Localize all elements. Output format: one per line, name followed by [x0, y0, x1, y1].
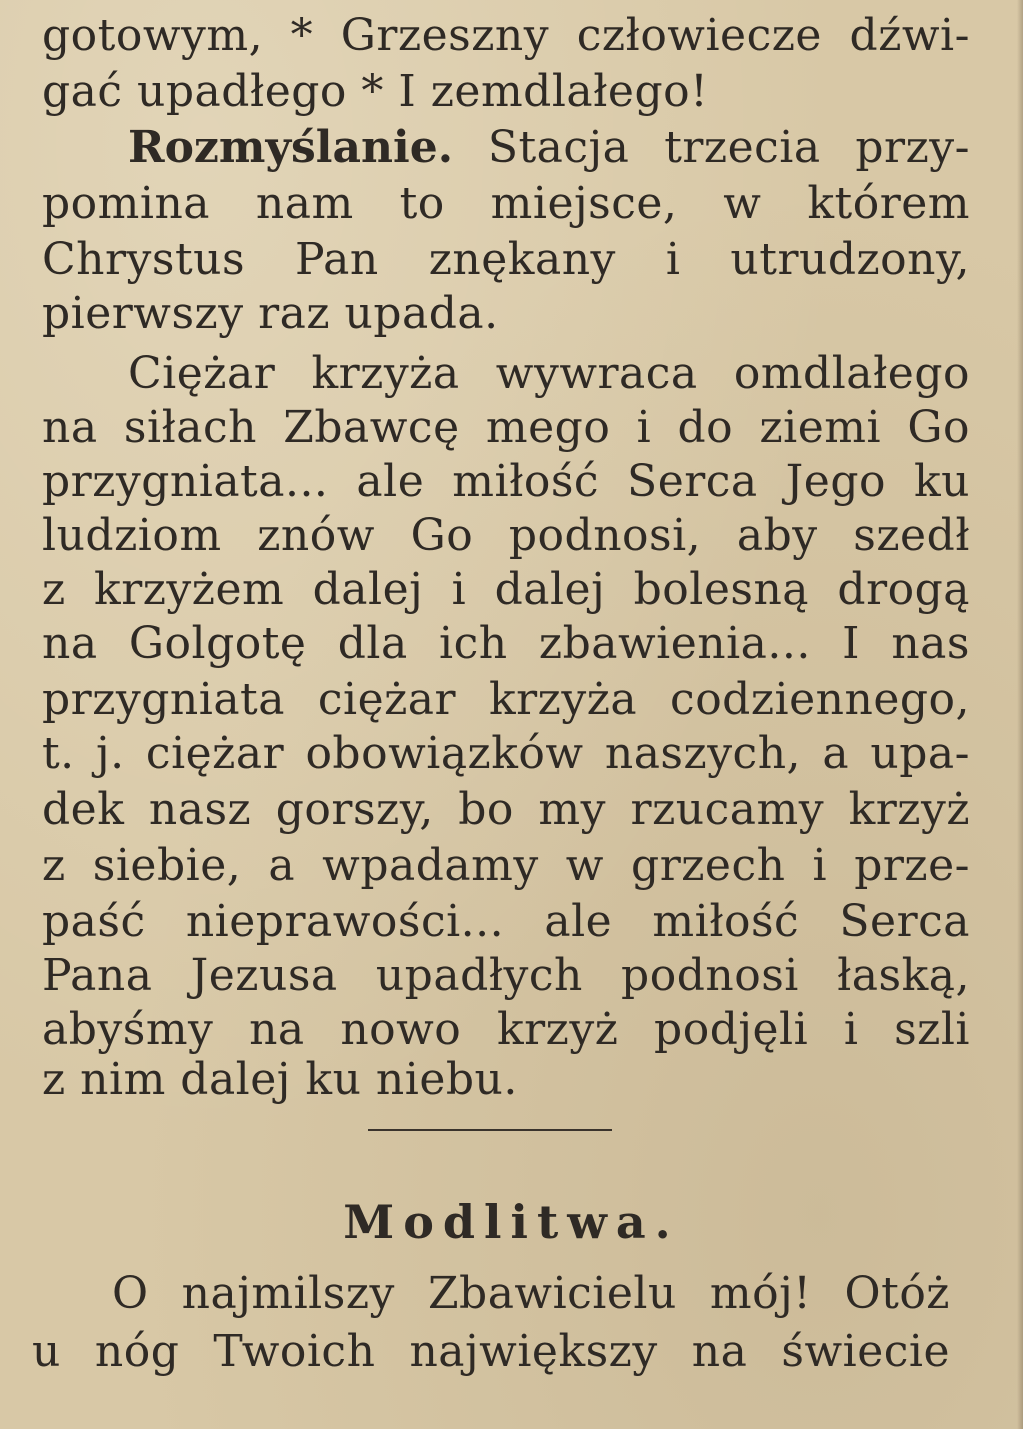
meditation-first-line	[128, 122, 970, 174]
page-edge-shadow	[1017, 0, 1023, 1429]
paragraph-line: Pana Jezusa upadłych podnosi łaską,	[42, 950, 970, 1001]
paragraph-line: paść nieprawości... ale miłość Serca	[42, 896, 970, 947]
paragraph-line: przygniata ciężar krzyża codziennego,	[42, 674, 970, 725]
paragraph-line: ludziom znów Go podnosi, aby szedł	[42, 510, 970, 561]
paragraph-line: dek nasz gorszy, bo my rzucamy krzyż	[42, 784, 970, 835]
meditation-line: pierwszy raz upada.	[42, 288, 499, 339]
prayer-title: Modlitwa.	[343, 1195, 680, 1249]
text-line-2: gać upadłego * I zemdlałego!	[42, 66, 709, 117]
meditation-line: pomina nam to miejsce, w którem	[42, 178, 970, 229]
meditation-line: Chrystus Pan znękany i utrudzony,	[42, 234, 970, 285]
paragraph-line: na Golgotę dla ich zbawienia... I nas	[42, 618, 970, 669]
meditation-first-line-text: Stacja trzecia przy-	[487, 122, 970, 173]
text-line-1: gotowym, * Grzeszny człowiecze dźwi-	[42, 10, 970, 61]
paragraph-line: z nim dalej ku niebu.	[42, 1054, 518, 1105]
paragraph-line: abyśmy na nowo krzyż podjęli i szli	[42, 1004, 970, 1055]
paragraph-line: z krzyżem dalej i dalej bolesną drogą	[42, 564, 970, 615]
paragraph-line: z siebie, a wpadamy w grzech i prze-	[42, 840, 970, 891]
meditation-heading: Rozmyślanie.	[128, 122, 454, 173]
prayer-line: O najmilszy Zbawicielu mój! Otóż	[112, 1268, 950, 1319]
paragraph-line: przygniata... ale miłość Serca Jego ku	[42, 456, 970, 507]
prayer-line: u nóg Twoich największy na świecie	[32, 1326, 950, 1377]
paragraph-line: t. j. ciężar obowiązków naszych, a upa-	[42, 728, 970, 779]
paragraph-line: Ciężar krzyża wywraca omdlałego	[128, 348, 970, 399]
paragraph-line: na siłach Zbawcę mego i do ziemi Go	[42, 402, 970, 453]
section-divider	[368, 1129, 612, 1131]
